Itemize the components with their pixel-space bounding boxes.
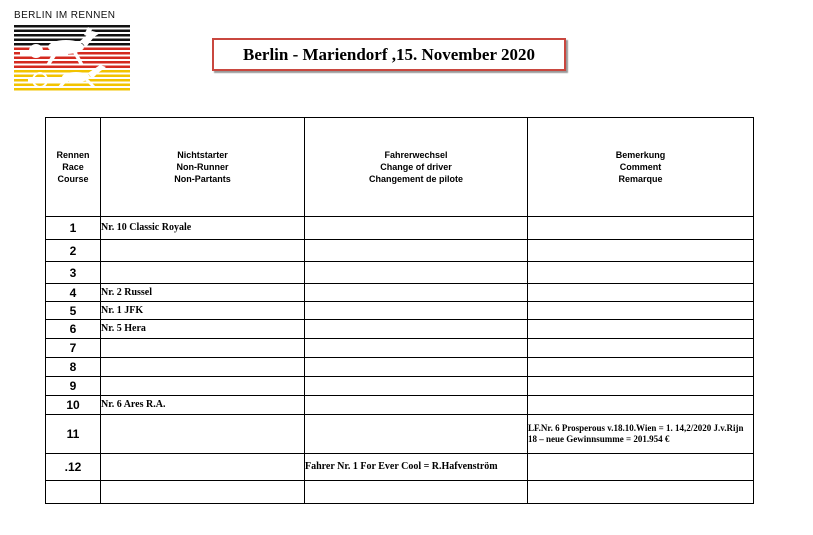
race-number-cell: 4 — [46, 284, 101, 302]
race-number-cell: 1 — [46, 217, 101, 240]
table-row — [46, 302, 754, 320]
race-number-cell: 8 — [46, 358, 101, 377]
driver-change-cell — [305, 339, 528, 358]
race-number-cell: 9 — [46, 377, 101, 396]
race-number-cell: 10 — [46, 396, 101, 415]
race-number-cell: 11 — [46, 415, 101, 454]
table-row — [46, 284, 754, 302]
table-row — [46, 415, 754, 454]
logo-text: BERLIN IM RENNEN — [14, 10, 116, 21]
nonstarter-cell — [101, 240, 305, 262]
table-row — [46, 481, 754, 504]
logo — [14, 10, 130, 94]
comment-cell — [528, 284, 754, 302]
table-row — [46, 320, 754, 339]
nonstarter-cell: Nr. 1 JFK — [101, 302, 305, 320]
table-row — [46, 262, 754, 284]
nonstarter-cell: Nr. 10 Classic Royale — [101, 217, 305, 240]
driver-change-cell — [305, 240, 528, 262]
table-row — [46, 396, 754, 415]
table-row — [46, 217, 754, 240]
race-number-cell — [46, 481, 101, 504]
nonstarter-cell: Nr. 6 Ares R.A. — [101, 396, 305, 415]
comment-cell — [528, 339, 754, 358]
driver-change-cell: Fahrer Nr. 1 For Ever Cool = R.Hafvenström — [305, 454, 528, 481]
header-driver-change: Fahrerwechsel Change of driver Changement de pilote — [305, 118, 528, 217]
race-number-cell: 6 — [46, 320, 101, 339]
nonstarter-cell — [101, 262, 305, 284]
comment-cell — [528, 396, 754, 415]
driver-change-cell — [305, 284, 528, 302]
comment-cell: LF.Nr. 6 Prosperous v.18.10.Wien = 1. 14,2/2020 J.v.Rijn 18 – neue Gewinnsumme = 201.954 € — [528, 415, 754, 454]
nonstarter-cell — [101, 415, 305, 454]
table-row — [46, 240, 754, 262]
comment-cell — [528, 262, 754, 284]
table-row — [46, 454, 754, 481]
header-nonstarter: Nichtstarter Non-Runner Non-Partants — [101, 118, 305, 217]
comment-cell — [528, 302, 754, 320]
race-number-cell: 2 — [46, 240, 101, 262]
nonstarter-cell: Nr. 2 Russel — [101, 284, 305, 302]
nonstarter-cell — [101, 377, 305, 396]
comment-cell — [528, 320, 754, 339]
nonstarter-cell — [101, 454, 305, 481]
driver-change-cell — [305, 217, 528, 240]
comment-cell — [528, 481, 754, 504]
driver-change-cell — [305, 415, 528, 454]
nonstarter-cell — [101, 481, 305, 504]
header-row — [46, 118, 754, 217]
comment-cell — [528, 377, 754, 396]
driver-change-cell — [305, 481, 528, 504]
table-row — [46, 377, 754, 396]
header-comment: Bemerkung Comment Remarque — [528, 118, 754, 217]
driver-change-cell — [305, 358, 528, 377]
header-race: Rennen Race Course — [46, 118, 101, 217]
driver-change-cell — [305, 396, 528, 415]
race-number-cell: 5 — [46, 302, 101, 320]
nonstarter-table — [45, 117, 754, 504]
driver-change-cell — [305, 320, 528, 339]
comment-cell — [528, 217, 754, 240]
comment-cell — [528, 358, 754, 377]
table-row — [46, 339, 754, 358]
race-number-cell: .12 — [46, 454, 101, 481]
nonstarter-cell: Nr. 5 Hera — [101, 320, 305, 339]
driver-change-cell — [305, 302, 528, 320]
nonstarter-cell — [101, 358, 305, 377]
race-number-cell: 7 — [46, 339, 101, 358]
table-row — [46, 358, 754, 377]
comment-cell — [528, 240, 754, 262]
trotting-horse-sulky-icon — [14, 25, 130, 91]
driver-change-cell — [305, 377, 528, 396]
driver-change-cell — [305, 262, 528, 284]
comment-cell — [528, 454, 754, 481]
race-number-cell: 3 — [46, 262, 101, 284]
nonstarter-cell — [101, 339, 305, 358]
page-title: Berlin - Mariendorf ,15. November 2020 — [212, 38, 566, 71]
